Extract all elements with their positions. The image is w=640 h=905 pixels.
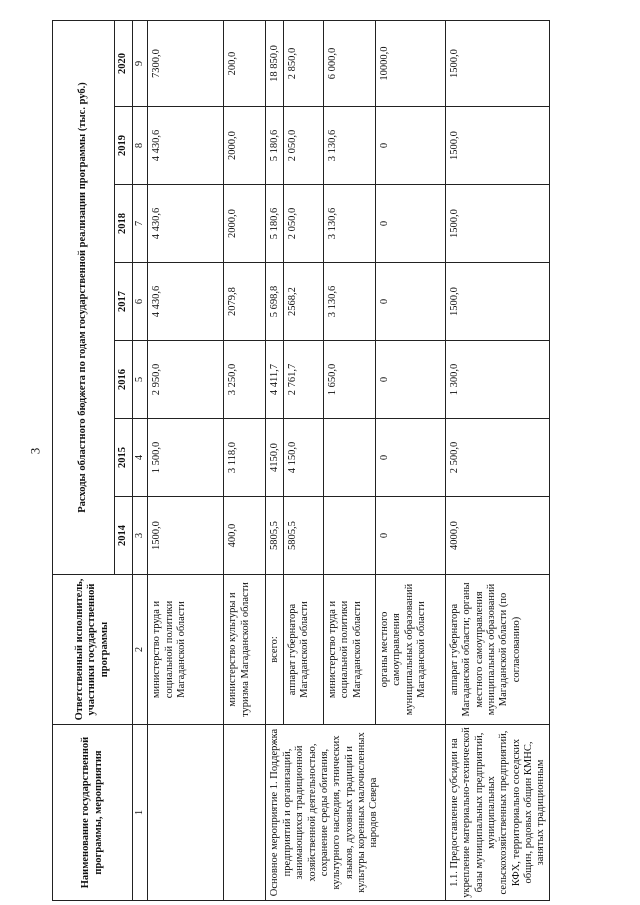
year-cell: 2019	[115, 107, 133, 185]
year-cell: 2018	[115, 185, 133, 263]
value-cell: 2568,2	[283, 263, 323, 341]
value-cell: 3 250,0	[224, 341, 266, 419]
value-cell: 5 180,6	[266, 107, 283, 185]
value-cell: 3 130,6	[323, 263, 375, 341]
value-cell: 2 050,0	[283, 107, 323, 185]
value-cell: 3 130,6	[323, 185, 375, 263]
year-cell: 2016	[115, 341, 133, 419]
executor-cell: министерство труда и социальной политики Магаданской области	[323, 575, 375, 725]
budget-table	[52, 20, 550, 901]
value-cell: 1 650,0	[323, 341, 375, 419]
value-cell: 4 411,7	[266, 341, 283, 419]
value-cell: 5805,5	[283, 497, 323, 575]
column-number: 1	[133, 725, 148, 901]
value-cell: 2 050,0	[283, 185, 323, 263]
executor-cell: аппарат губернатора Магаданской области	[283, 575, 323, 725]
column-number: 2	[133, 575, 148, 725]
table-row	[445, 20, 549, 900]
value-cell: 200,0	[224, 20, 266, 106]
column-number: 4	[133, 419, 148, 497]
value-cell: 0	[375, 185, 445, 263]
value-cell: 4 430,6	[148, 263, 224, 341]
executor-cell: министерство культуры и туризма Магаданской области	[224, 575, 266, 725]
value-cell: 1500,0	[445, 263, 549, 341]
value-cell: 1500,0	[445, 107, 549, 185]
program-cell	[148, 725, 224, 901]
column-number: 9	[133, 20, 148, 106]
value-cell: 2 850,0	[283, 20, 323, 106]
value-cell: 4150,0	[266, 419, 283, 497]
program-cell: Основное мероприятие 1. Поддержка предприятий и организаций, занимающихся традиционной хозяйственной деятельностью, сохранение среды обитания, культурного наследия, этнических языков, духовных традиций и культуры коренных малочисленных народов Севера	[266, 725, 445, 901]
value-cell: 4 430,6	[148, 185, 224, 263]
value-cell: 2 500,0	[445, 419, 549, 497]
value-cell: 400,0	[224, 497, 266, 575]
year-cell: 2014	[115, 497, 133, 575]
column-number: 6	[133, 263, 148, 341]
year-cell: 2020	[115, 20, 133, 106]
value-cell: 0	[375, 107, 445, 185]
value-cell: 0	[375, 497, 445, 575]
value-cell: 18 850,0	[266, 20, 283, 106]
value-cell: 4 150,0	[283, 419, 323, 497]
column-numbers-row	[133, 20, 148, 900]
value-cell: 4000,0	[445, 497, 549, 575]
value-cell: 1 300,0	[445, 341, 549, 419]
year-cell: 2015	[115, 419, 133, 497]
value-cell: 1 500,0	[148, 419, 224, 497]
value-cell: 1500,0	[445, 20, 549, 106]
table-row	[148, 20, 224, 900]
executor-cell: аппарат губернатора Магаданской области; органы местного самоуправления муниципальных образований Магаданской области (по согласованию)	[445, 575, 549, 725]
column-number: 5	[133, 341, 148, 419]
executor-cell: министерство труда и социальной политики Магаданской области	[148, 575, 224, 725]
year-cell: 2017	[115, 263, 133, 341]
program-cell: 1.1. Предоставление субсидии на укрепление материально-технической базы муниципальных предприятий, муниципальных сельскохозяйственных предприятий, КФХ, территориально соседских общин, родовых общин КМНС, занятых традиционным	[445, 725, 549, 901]
value-cell: 3 118,0	[224, 419, 266, 497]
header-expenses: Расходы областного бюджета по годам государственной реализации программы (тыс. руб.)	[53, 20, 115, 574]
value-cell: 4 430,6	[148, 107, 224, 185]
page-number: 3	[27, 447, 43, 455]
column-number: 3	[133, 497, 148, 575]
value-cell: 10000,0	[375, 20, 445, 106]
column-number: 7	[133, 185, 148, 263]
value-cell: 7300,0	[148, 20, 224, 106]
program-cell	[224, 725, 266, 901]
executor-cell: всего:	[266, 575, 283, 725]
header-executor: Ответственный исполнитель, участники государственной программы	[53, 575, 133, 725]
value-cell: 5 180,6	[266, 185, 283, 263]
table-row	[266, 20, 283, 900]
value-cell: 2 761,7	[283, 341, 323, 419]
executor-cell: органы местного самоуправления муниципальных образований Магаданской области	[375, 575, 445, 725]
value-cell: 1500,0	[148, 497, 224, 575]
table-row	[224, 20, 266, 900]
value-cell: 2000,0	[224, 185, 266, 263]
value-cell: 0	[375, 263, 445, 341]
rotated-page	[52, 0, 617, 905]
value-cell: 3 130,6	[323, 107, 375, 185]
value-cell: 2079,8	[224, 263, 266, 341]
header-program: Наименование государственной программы, мероприятия	[53, 725, 133, 901]
value-cell: 5805,5	[266, 497, 283, 575]
value-cell: 0	[375, 341, 445, 419]
value-cell: 1500,0	[445, 185, 549, 263]
value-cell: 0	[375, 419, 445, 497]
value-cell	[323, 419, 375, 497]
value-cell: 2 950,0	[148, 341, 224, 419]
value-cell: 2000,0	[224, 107, 266, 185]
value-cell: 6 000,0	[323, 20, 375, 106]
column-number: 8	[133, 107, 148, 185]
value-cell: 5 698,8	[266, 263, 283, 341]
value-cell	[323, 497, 375, 575]
